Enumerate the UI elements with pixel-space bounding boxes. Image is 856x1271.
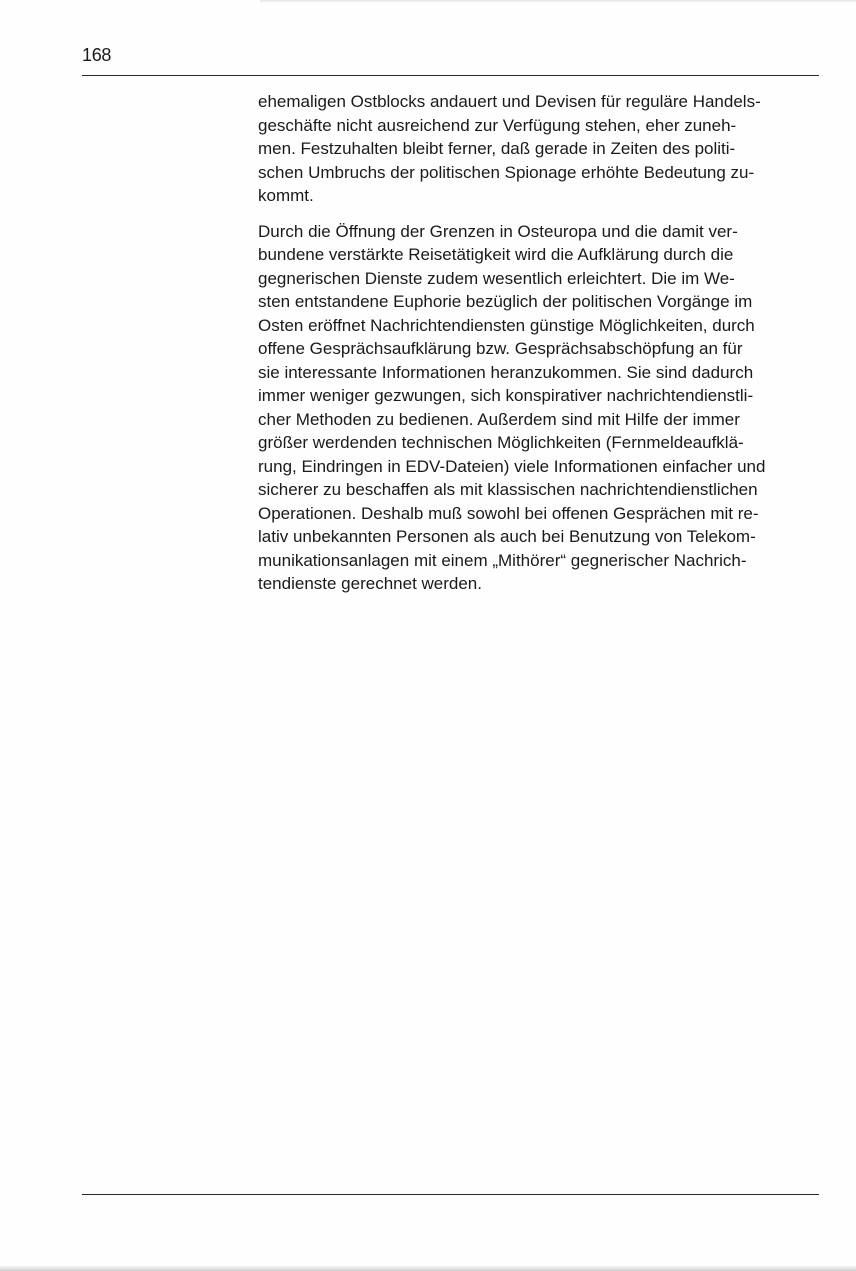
text-line: immer weniger gezwungen, sich konspirativer nachrichtendienstli-: [258, 386, 754, 405]
text-line: sie interessante Informationen heranzukommen. Sie sind dadurch: [258, 362, 754, 382]
text-line: Osten eröffnet Nachrichtendiensten günstige Möglichkeiten, durch: [258, 315, 755, 335]
text-line: sten entstandene Euphorie bezüglich der politischen Vorgänge im: [258, 292, 753, 311]
page-edge-shading-bottom: [0, 1265, 856, 1271]
text-line: lativ unbekannten Personen als auch bei Benutzung von Telekom-: [258, 527, 756, 546]
text-line: kommt.: [258, 186, 314, 205]
text-line: Durch die Öffnung der Grenzen in Osteuropa und die damit ver-: [258, 221, 738, 241]
page-edge-shading-top: [260, 0, 856, 3]
paragraph-1: [258, 90, 820, 208]
text-line: offene Gesprächsaufklärung bzw. Gesprächsabschöpfung an für: [258, 339, 743, 358]
paragraph-2: [258, 220, 820, 596]
footer-rule: [82, 1194, 819, 1195]
text-line: ehemaligen Ostblocks andauert und Devisen für reguläre Handels-: [258, 92, 761, 111]
body-text: [258, 90, 820, 608]
text-line: sicherer zu beschaffen als mit klassischen nachrichtendienstlichen: [258, 480, 758, 499]
text-line: größer werdenden technischen Möglichkeiten (Fernmeldeaufklä-: [258, 433, 744, 452]
header-rule: [82, 75, 819, 76]
text-line: munikationsanlagen mit einem „Mithörer“ gegnerischer Nachrich-: [258, 550, 747, 570]
text-line: schen Umbruchs der politischen Spionage erhöhte Bedeutung zu-: [258, 162, 755, 182]
text-line: gegnerischen Dienste zudem wesentlich erleichtert. Die im We-: [258, 268, 735, 288]
text-line: Operationen. Deshalb muß sowohl bei offenen Gesprächen mit re-: [258, 503, 759, 523]
text-line: men. Festzuhalten bleibt ferner, daß gerade in Zeiten des politi-: [258, 139, 736, 158]
text-line: geschäfte nicht ausreichend zur Verfügung stehen, eher zuneh-: [258, 115, 737, 135]
text-line: rung, Eindringen in EDV-Dateien) viele Informationen einfacher und: [258, 456, 766, 476]
text-line: tendienste gerechnet werden.: [258, 574, 482, 593]
text-line: cher Methoden zu bedienen. Außerdem sind mit Hilfe der immer: [258, 409, 740, 429]
page-number: 168: [82, 45, 112, 65]
text-line: bundene verstärkte Reisetätigkeit wird die Aufklärung durch die: [258, 245, 734, 264]
